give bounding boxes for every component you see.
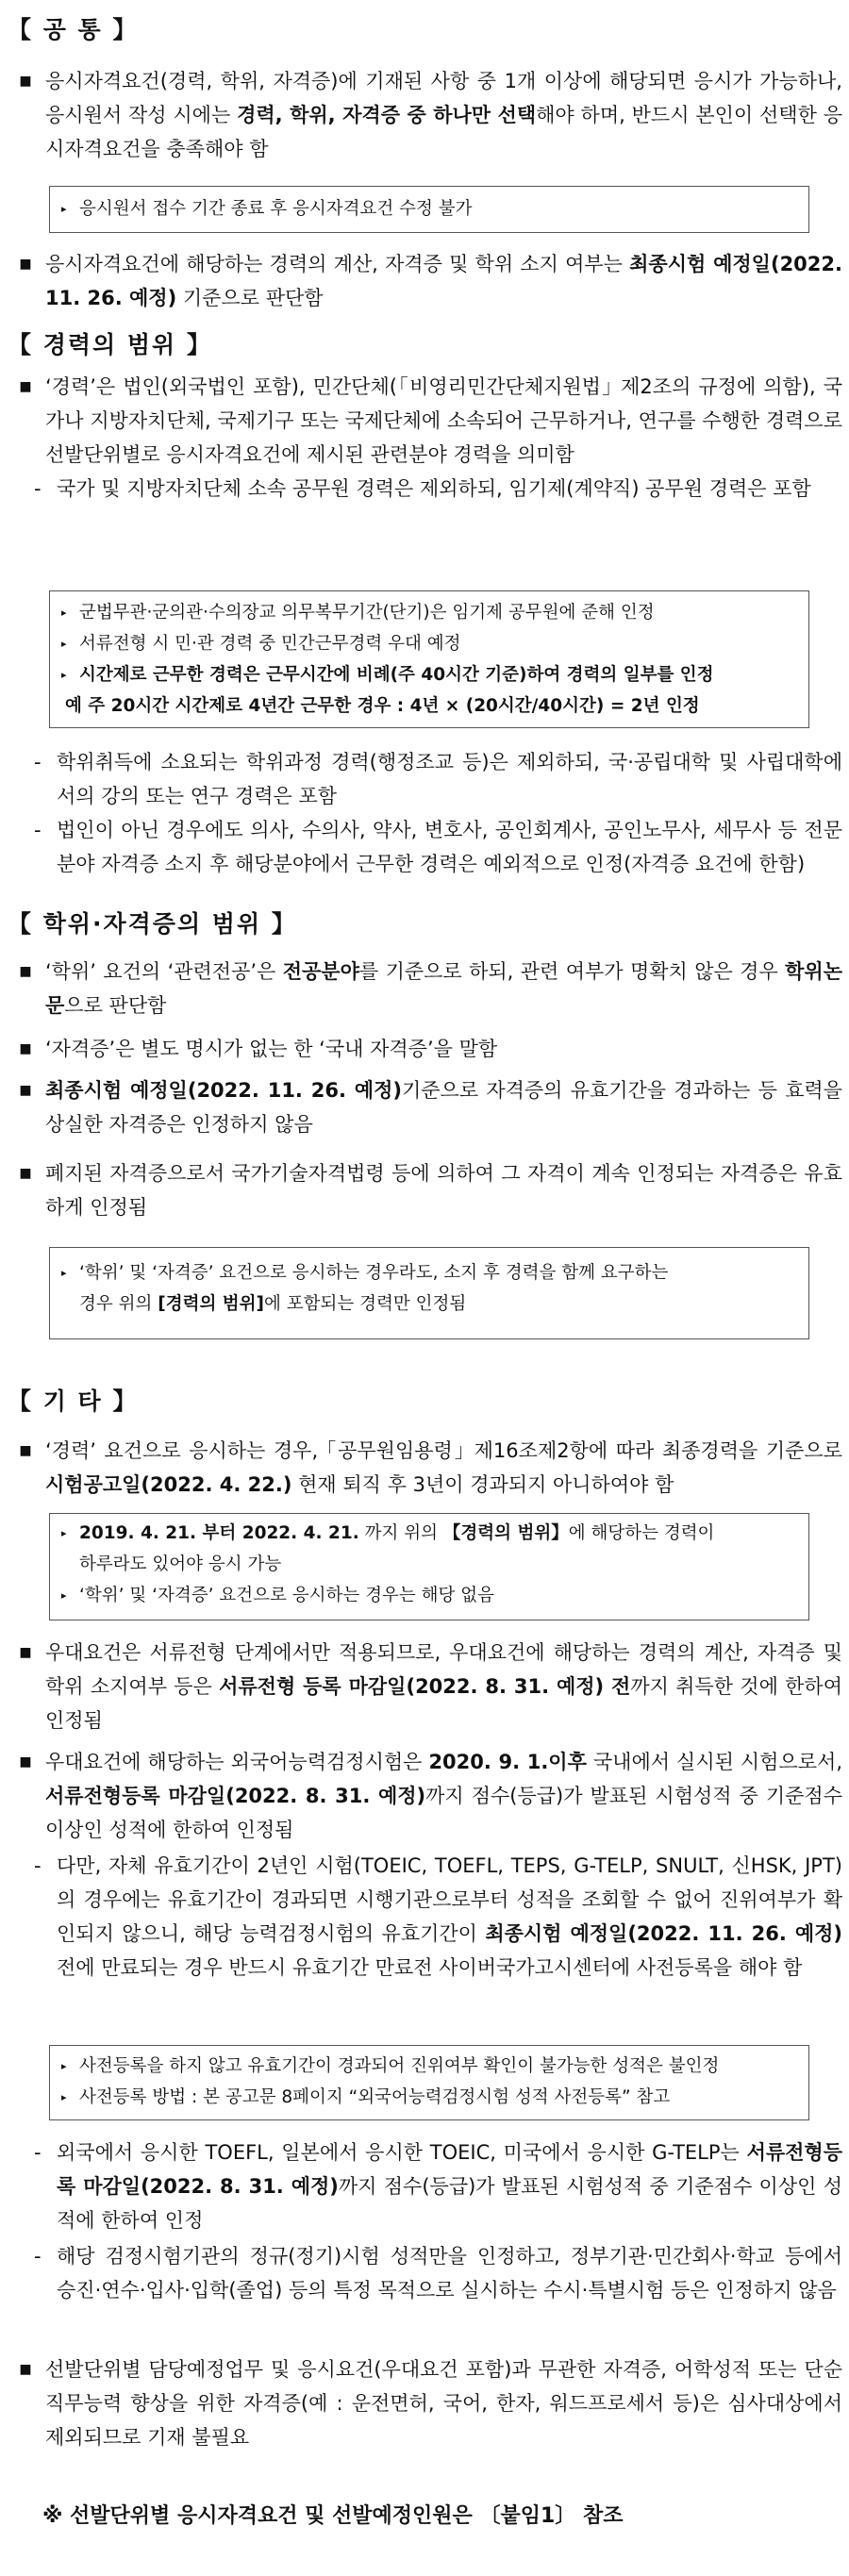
bullet-icon: ■ bbox=[19, 257, 32, 272]
career-paragraph-1: ‘경력’은 법인(외국법인 포함), 민간단체(｢비영리민간단체지원법｣ 제2조의 규정에 의함), 국가나 지방자치단체, 국제기구 또는 국제단체에 소속되어 근무하거나, 연구를 수행한 경력으로 선발단위별로 응시자격요건에 제시된 관련분야 경력을 의미함 bbox=[45, 375, 842, 466]
etc-paragraph-2: 우대요건은 서류전형 단계에서만 적용되므로, 우대요건에 해당하는 경력의 계산, 자격증 및 학위 소지여부 등은 서류전형 등록 마감일(2022. 8. 31. 예정) 전까지 취득한 것에 한하여 인정됨 bbox=[45, 1641, 842, 1732]
etc-notice-box-2: ▸ 사전등록을 하지 않고 유효기간이 경과되어 진위여부 확인이 불가능한 성적은 불인정 ▸ 사전등록 방법 : 본 공고문 8페이지 “외국어능력검정시험 성적 사전등록” 참고 bbox=[49, 2045, 809, 2120]
bullet-icon: ■ bbox=[19, 1754, 32, 1770]
etc-dash-3: 해당 검정시험기관의 정규(정기)시험 성적만을 인정하고, 정부기관·민간회사·학교 등에서 승진·연수·입사·입학(졸업) 등의 특정 목적으로 실시하는 수시·특별시험 등은 인정하지 않음 bbox=[57, 2245, 842, 2302]
etc-paragraph-3: 우대요건에 해당하는 외국어능력검정시험은 2020. 9. 1.이후 국내에서 실시된 시험으로서, 서류전형등록 마감일(2022. 8. 31. 예정)까지 점수(등급)가 발표된 시험성적 중 기준점수 이상인 성적에 한하여 인정됨 bbox=[45, 1751, 842, 1841]
dash-icon: - bbox=[34, 477, 42, 500]
common-notice-box: ▸ 응시원서 접수 기간 종료 후 응시자격요건 수정 불가 bbox=[49, 186, 809, 233]
bullet-icon: ■ bbox=[19, 1083, 32, 1098]
bullet-icon: ■ bbox=[19, 1645, 32, 1660]
triangle-bullet-icon: ▸ bbox=[61, 2091, 67, 2103]
dash-icon: - bbox=[34, 751, 42, 773]
common-paragraph-1: 응시자격요건(경력, 학위, 자격증)에 기재된 사항 중 1개 이상에 해당되면 응시가 가능하나, 응시원서 작성 시에는 경력, 학위, 자격증 중 하나만 선택해야 하며, 반드시 본인이 선택한 응시자격요건을 충족해야 함 bbox=[45, 70, 843, 160]
section-title-etc: 【 기 타 】 bbox=[8, 1388, 139, 1415]
triangle-bullet-icon: ▸ bbox=[61, 1527, 67, 1539]
triangle-bullet-icon: ▸ bbox=[61, 2060, 67, 2072]
bullet-icon: ■ bbox=[19, 964, 32, 979]
dash-icon: - bbox=[34, 2141, 42, 2164]
bullet-icon: ■ bbox=[19, 74, 32, 89]
etc-paragraph-4: 선발단위별 담당예정업무 및 응시요건(우대요건 포함)과 무관한 자격증, 어학성적 또는 단순직무능력 향상을 위한 자격증(예 : 운전면허, 국어, 한자, 워드프로세서 등)은 심사대상에서 제외되므로 기재 불필요 bbox=[45, 2358, 842, 2449]
etc-paragraph-1: ‘경력’ 요건으로 응시하는 경우, ｢공무원임용령｣ 제16조제2항에 따라 최종경력을 기준으로 시험공고일(2022. 4. 22.) 현재 퇴직 후 3년이 경과되지 아니하여야 함 bbox=[45, 1439, 842, 1496]
triangle-bullet-icon: ▸ bbox=[61, 1267, 67, 1279]
bullet-icon: ■ bbox=[19, 1166, 32, 1181]
degree-paragraph-4: 폐지된 자격증으로서 국가기술자격법령 등에 의하여 그 자격이 계속 인정되는 자격증은 유효하게 인정됨 bbox=[45, 1162, 842, 1219]
triangle-bullet-icon: ▸ bbox=[61, 607, 67, 619]
triangle-bullet-icon: ▸ bbox=[61, 203, 67, 215]
degree-paragraph-1: ‘학위’ 요건의 ‘관련전공’은 전공분야를 기준으로 하되, 관련 여부가 명확치 않은 경우 학위논문으로 판단함 bbox=[45, 960, 842, 1017]
dash-icon: - bbox=[34, 819, 42, 841]
reference-note: ※ 선발단위별 응시자격요건 및 선발예정인원은 〔붙임1〕 참조 bbox=[42, 2504, 624, 2528]
etc-dash-2: 외국에서 응시한 TOEFL, 일본에서 응시한 TOEIC, 미국에서 응시한 G-TELP는 서류전형등록 마감일(2022. 8. 31. 예정)까지 점수(등급)가 발표된 시험성적 중 기준점수 이상인 성적에 한하여 인정 bbox=[57, 2141, 842, 2232]
bullet-icon: ■ bbox=[19, 1041, 32, 1056]
dash-icon: - bbox=[34, 2245, 42, 2268]
bullet-icon: ■ bbox=[19, 2362, 32, 2377]
degree-notice-box: ▸ ‘학위’ 및 ‘자격증’ 요건으로 응시하는 경우라도, 소지 후 경력을 함께 요구하는 경우 위의 [경력의 범위]에 포함되는 경력만 인정됨 bbox=[49, 1247, 809, 1339]
bullet-icon: ■ bbox=[19, 379, 32, 394]
degree-paragraph-2: ‘자격증’은 별도 명시가 없는 한 ‘국내 자격증’을 말함 bbox=[45, 1038, 498, 1060]
career-dash-1: 국가 및 지방자치단체 소속 공무원 경력은 제외하되, 임기제(계약직) 공무원 경력은 포함 bbox=[57, 477, 811, 500]
section-title-degree: 【 학위·자격증의 범위 】 bbox=[8, 910, 297, 938]
dash-icon: - bbox=[34, 1854, 42, 1877]
triangle-bullet-icon: ▸ bbox=[61, 638, 67, 650]
section-title-common: 【 공 통 】 bbox=[8, 16, 139, 43]
etc-notice-box-1: ▸ 2019. 4. 21. 부터 2022. 4. 21. 까지 위의 【경력의 범위】에 해당하는 경력이 하루라도 있어야 응시 가능 ▸ ‘학위’ 및 ‘자격증’ 요건으로 응시하는 경우는 해당 없음 bbox=[49, 1513, 809, 1620]
bullet-icon: ■ bbox=[19, 1443, 32, 1458]
etc-dash-1: 다만, 자체 유효기간이 2년인 시험(TOEIC, TOEFL, TEPS, G-TELP, SNULT, 신HSK, JPT)의 경우에는 유효기간이 경과되면 시행기관으로부터 성적을 조회할 수 없어 진위여부가 확인되지 않으니, 해당 능력검정시험의 유효기간이 최종시험 예정일(2022. 11. 26. 예정) 전에 만료되는 경우 반드시 유효기간 만료전 사이버국가고시센터에 사전등록을 해야 함 bbox=[57, 1854, 842, 1979]
common-paragraph-2: 응시자격요건에 해당하는 경력의 계산, 자격증 및 학위 소지 여부는 최종시험 예정일(2022. 11. 26. 예정) 기준으로 판단함 bbox=[45, 253, 842, 309]
section-title-career: 【 경력의 범위 】 bbox=[8, 331, 212, 358]
triangle-bullet-icon: ▸ bbox=[61, 669, 67, 681]
degree-paragraph-3: 최종시험 예정일(2022. 11. 26. 예정)기준으로 자격증의 유효기간을 경과하는 등 효력을 상실한 자격증은 인정하지 않음 bbox=[45, 1079, 842, 1136]
career-dash-3: 법인이 아닌 경우에도 의사, 수의사, 약사, 변호사, 공인회계사, 공인노무사, 세무사 등 전문분야 자격증 소지 후 해당분야에서 근무한 경력은 예외적으로 인정(자격증 요건에 한함) bbox=[57, 819, 842, 875]
career-dash-2: 학위취득에 소요되는 학위과정 경력(행정조교 등)은 제외하되, 국·공립대학 및 사립대학에서의 강의 또는 연구 경력은 포함 bbox=[57, 751, 842, 807]
triangle-bullet-icon: ▸ bbox=[61, 1589, 67, 1602]
career-notice-box: ▸ 군법무관·군의관·수의장교 의무복무기간(단기)은 임기제 공무원에 준해 인정 ▸ 서류전형 시 민·관 경력 중 민간근무경력 우대 예정 ▸ 시간제로 근무한 경력은 근무시간에 비례(주 40시간 기준)하여 경력의 일부를 인정 예 주 20시간 시간제로 4년간 근무한 경우 : 4년 × (20시간/40시간) = 2년 인정 bbox=[49, 590, 809, 728]
